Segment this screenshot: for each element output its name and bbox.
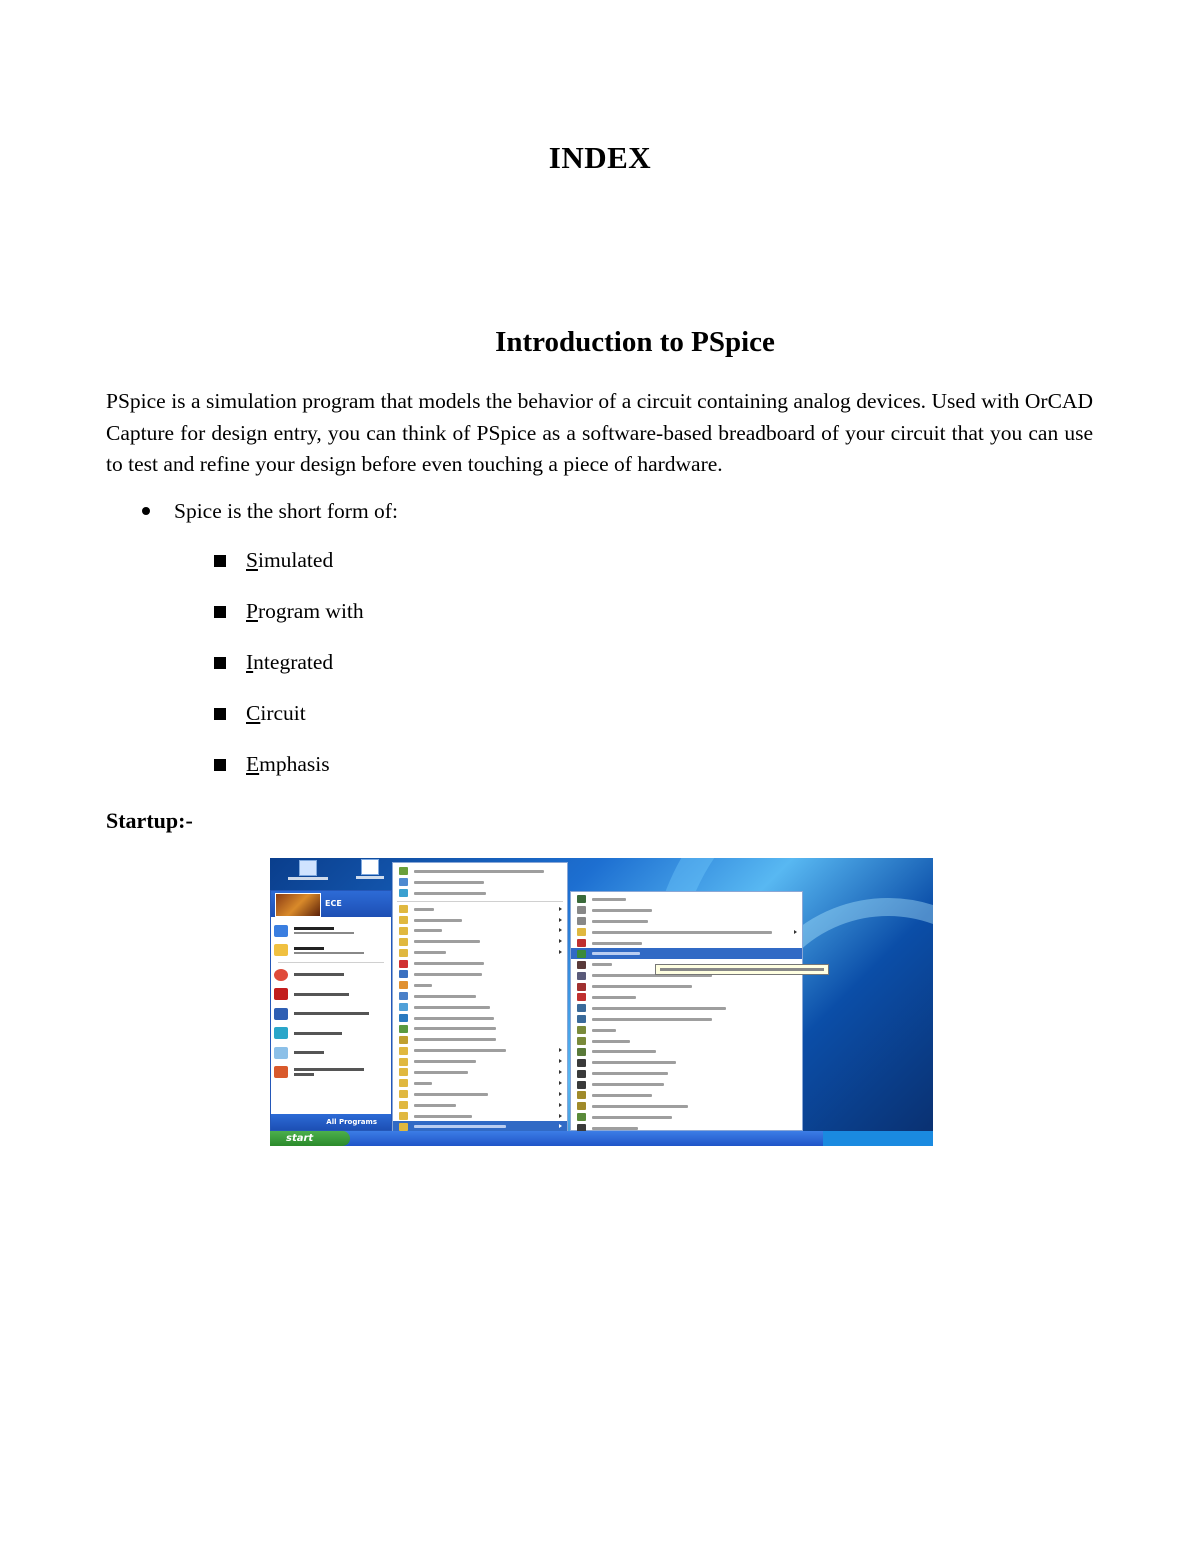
menu-item-capture-cis[interactable]	[571, 948, 802, 959]
bullet-item	[142, 499, 398, 524]
acronym-item	[214, 548, 364, 599]
menu-item[interactable]	[571, 894, 802, 905]
menu-item[interactable]	[571, 1003, 802, 1014]
acronym-rest: rogram with	[257, 599, 364, 623]
index-heading: INDEX	[548, 140, 652, 175]
menu-item[interactable]	[393, 1100, 567, 1111]
chrome-icon	[274, 969, 288, 981]
menu-item[interactable]	[571, 981, 802, 992]
menu-item[interactable]	[571, 1046, 802, 1057]
menu-item[interactable]	[393, 1111, 567, 1122]
paint-icon	[274, 1047, 288, 1059]
menu-item[interactable]	[393, 980, 567, 991]
acronym-rest: imulated	[257, 548, 334, 572]
acronym-letter: C	[246, 701, 261, 725]
square-bullet-icon	[214, 555, 226, 567]
menu-item[interactable]	[571, 1101, 802, 1112]
word-icon	[274, 1008, 288, 1020]
menu-item[interactable]	[393, 925, 567, 936]
menu-item[interactable]	[393, 904, 567, 915]
orcad-submenu	[570, 891, 803, 1131]
square-bullet-icon	[214, 606, 226, 618]
square-bullet-icon	[214, 708, 226, 720]
acronym-letter: I	[246, 650, 254, 674]
start-menu-left-pane	[270, 890, 392, 1131]
desktop-icon-folder[interactable]	[356, 859, 384, 879]
menu-item[interactable]	[571, 905, 802, 916]
internet-explorer-icon	[274, 925, 288, 937]
menu-item[interactable]	[393, 969, 567, 980]
menu-item[interactable]	[393, 1013, 567, 1024]
desktop-icon-computer[interactable]	[288, 860, 328, 880]
system-tray	[823, 1131, 933, 1146]
menu-item[interactable]	[571, 1014, 802, 1025]
menu-item[interactable]	[393, 1089, 567, 1100]
start-menu-item-word[interactable]	[274, 1004, 388, 1024]
menu-item[interactable]	[393, 1067, 567, 1078]
acronym-item	[214, 599, 364, 650]
menu-item[interactable]	[393, 947, 567, 958]
pdf-icon	[274, 988, 288, 1000]
start-menu-item-powerpoint[interactable]	[274, 1063, 388, 1083]
acronym-list	[214, 548, 364, 803]
menu-item[interactable]	[393, 877, 567, 888]
start-button[interactable]: start	[270, 1131, 350, 1146]
square-bullet-icon	[214, 657, 226, 669]
menu-item[interactable]	[571, 1057, 802, 1068]
menu-item[interactable]	[393, 888, 567, 899]
orcad-icon	[274, 1027, 288, 1039]
menu-item[interactable]	[571, 1036, 802, 1047]
tooltip	[655, 964, 829, 975]
menu-item[interactable]	[393, 958, 567, 969]
programs-menu	[392, 862, 568, 1146]
all-programs-button[interactable]: All Programs	[271, 1114, 391, 1130]
menu-item[interactable]	[571, 1025, 802, 1036]
menu-item[interactable]	[571, 927, 802, 938]
start-menu-item-adobe[interactable]	[274, 985, 388, 1005]
acronym-item	[214, 701, 364, 752]
bullet-dot-icon	[142, 507, 150, 515]
powerpoint-icon	[274, 1066, 288, 1078]
acronym-item	[214, 650, 364, 701]
intro-paragraph: PSpice is a simulation program that models the behavior of a circuit containing analog devices. Used with OrCAD Capture for design entry, you can think of PSpice as a software-based breadboard of your circuit that you can use to test and refine your design before even touching a piece of hardware.	[106, 389, 1093, 476]
menu-item[interactable]	[393, 1023, 567, 1034]
acronym-letter: P	[246, 599, 258, 623]
user-avatar	[275, 893, 321, 917]
acronym-letter: S	[246, 548, 258, 572]
start-menu-item-chrome[interactable]	[274, 965, 388, 985]
menu-item[interactable]	[393, 1045, 567, 1056]
menu-item[interactable]	[393, 1078, 567, 1089]
start-menu-item-email[interactable]	[274, 941, 388, 961]
menu-item[interactable]	[571, 992, 802, 1003]
user-name: ECE	[325, 899, 342, 908]
startup-heading: Startup:-	[106, 808, 193, 833]
start-menu-item-internet[interactable]	[274, 921, 388, 941]
acronym-letter: E	[246, 752, 260, 776]
menu-item[interactable]	[393, 1056, 567, 1067]
menu-item[interactable]	[571, 1068, 802, 1079]
menu-item[interactable]	[393, 991, 567, 1002]
menu-item[interactable]	[571, 1090, 802, 1101]
menu-item[interactable]	[393, 936, 567, 947]
startup-screenshot	[270, 858, 933, 1146]
menu-item[interactable]	[571, 938, 802, 949]
start-menu-header	[271, 891, 391, 917]
start-menu-item-paint[interactable]	[274, 1043, 388, 1063]
acronym-rest: ntegrated	[253, 650, 334, 674]
menu-item[interactable]	[393, 915, 567, 926]
square-bullet-icon	[214, 759, 226, 771]
menu-item[interactable]	[571, 916, 802, 927]
acronym-rest: ircuit	[260, 701, 306, 725]
menu-item[interactable]	[393, 1002, 567, 1013]
acronym-rest: mphasis	[259, 752, 330, 776]
email-icon	[274, 944, 288, 956]
section-title: Introduction to PSpice	[495, 326, 775, 358]
menu-item[interactable]	[393, 866, 567, 877]
menu-item[interactable]	[571, 1079, 802, 1090]
menu-item[interactable]	[571, 1112, 802, 1123]
acronym-item	[214, 752, 364, 803]
menu-item[interactable]	[393, 1034, 567, 1045]
start-menu-item-orcad[interactable]	[274, 1024, 388, 1044]
bullet-text: Spice is the short form of:	[174, 499, 398, 523]
